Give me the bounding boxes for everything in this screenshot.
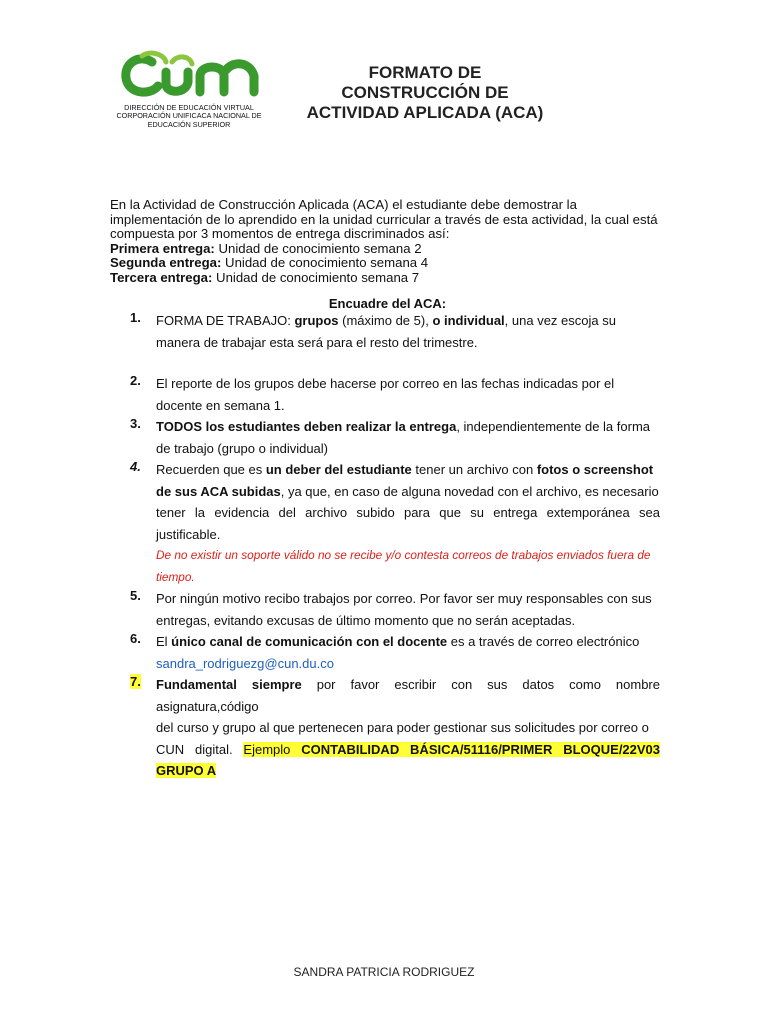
institution-logo <box>108 50 270 129</box>
entrega-line: Primera entrega: Unidad de conocimiento semana 2 <box>110 240 422 256</box>
list-item: 5. Por ningún motivo recibo trabajos por correo. Por favor ser muy responsables con sus entregas, evitando excusas de último momento que no serán aceptadas. <box>130 588 652 628</box>
entrega-line: Segunda entrega: Unidad de conocimiento semana 4 <box>110 255 429 271</box>
item-number: 1. <box>130 310 141 325</box>
list-item: 1. FORMA DE TRABAJO: grupos (máximo de 5), o individual, una vez escoja su manera de trabajar esta será para el resto del trimestre. <box>130 310 616 350</box>
page-title: FORMATO DE CONSTRUCCIÓN DE ACTIVIDAD APLICADA (ACA) <box>306 63 544 122</box>
item-number: 3. <box>130 416 141 431</box>
item-number: 6. <box>130 631 141 646</box>
warning-note: tiempo. <box>156 569 195 584</box>
list-item: 7. Fundamental siempre por favor escribir con sus datos como nombre asignatura,código del curso y grupo al que pertenecen para poder gestionar sus solicitudes por correo o CUN digital. Ejemplo CONTABILIDAD BÁSICA/51116/PRIMER BLOQUE/22V03 GRUPO A <box>130 674 661 778</box>
footer-author: SANDRA PATRICIA RODRIGUEZ <box>293 965 475 979</box>
email-link[interactable]: sandra_rodriguezg@cun.du.co <box>156 655 334 671</box>
list-item: 3. TODOS los estudiantes deben realizar la entrega, independientemente de la forma de trabajo (grupo o individual) <box>130 416 650 456</box>
encuadre-title: Encuadre del ACA: <box>328 296 447 311</box>
list-item: 2. El reporte de los grupos debe hacerse por correo en las fechas indicadas por el docente en semana 1. <box>130 373 615 413</box>
list-item: 6. El único canal de comunicación con el docente es a través de correo electrónico sandra_rodriguezg@cun.du.co <box>110 631 660 674</box>
cun-logo-icon <box>120 50 260 100</box>
entrega-line: Tercera entrega: Unidad de conocimiento semana 7 <box>110 269 420 285</box>
item-number: 5. <box>130 588 141 603</box>
item-number: 2. <box>130 373 141 388</box>
logo-caption: DIRECCIÓN DE EDUCACIÓN VIRTUAL CORPORACIÓN UNIFICACA NACIONAL DE EDUCACIÓN SUPERIOR <box>116 103 262 129</box>
list-item: 4. Recuerden que es un deber del estudiante tener un archivo con fotos o screenshot de sus ACA subidas, ya que, en caso de alguna novedad con el archivo, es necesario tener la evidencia del archivo subido para que su entrega extemporánea sea justificable. De no existir un soporte válido no se recibe y/o contesta correos de trabajos enviados fuera de tiempo. <box>110 459 660 588</box>
item-number: 4. <box>130 459 141 474</box>
intro-section <box>110 198 665 286</box>
item-number: 7. <box>130 674 141 689</box>
encuadre-list <box>110 310 660 782</box>
intro-paragraph: En la Actividad de Construcción Aplicada (ACA) el estudiante debe demostrar la implementación de lo aprendido en la unidad curricular a través de esta actividad, la cual está compuesta por 3 momentos de entrega discriminados así: <box>110 197 658 242</box>
example-highlight: Ejemplo CONTABILIDAD BÁSICA/51116/PRIMER BLOQUE/22V03 GRUPO A <box>156 741 661 778</box>
warning-note: De no existir un soporte válido no se recibe y/o contesta correos de trabajos enviados fuera de <box>156 548 651 562</box>
